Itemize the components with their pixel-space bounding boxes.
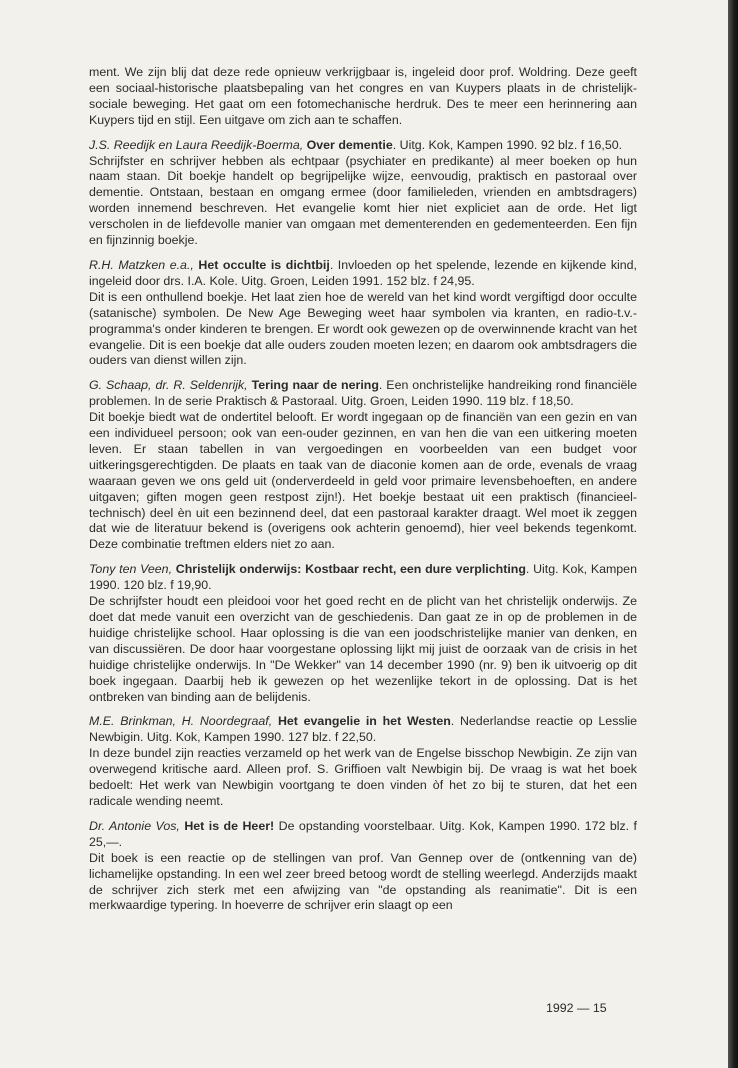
review-body: Dit boek is een reactie op de stellingen van prof. Van Gennep over de (ontkenning van de) lichamelijke opstanding. In een wel zeer breed betoog wordt de stelling weerlegd. Anderzijds maakt de schrijver zich sterk met een afwijzing van "de opstanding als reanimatie". Dit is een merkwaardige typering. In hoeverre de schrijver erin slaagt op een <box>89 850 637 913</box>
review-details: . Uitg. Kok, Kampen 1990. 92 blz. f 16,50. <box>392 137 623 152</box>
review-authors: R.H. Matzken e.a., <box>89 257 194 272</box>
article-text <box>89 65 637 914</box>
review-details: . Invloeden op het spelende, lezende en kijkende kind, ingeleid door drs. I.A. Kole. Uitg. Groen, Leiden 1991. 152 blz. f 24,95. <box>89 257 637 288</box>
review-citation <box>89 819 637 851</box>
review-authors: Dr. Antonie Vos, <box>89 818 180 833</box>
book-review <box>89 819 637 914</box>
review-details: De opstanding voorstelbaar. Uitg. Kok, Kampen 1990. 172 blz. f 25,—. <box>89 818 637 849</box>
review-title: Tering naar de nering <box>251 378 379 393</box>
review-authors: M.E. Brinkman, H. Noordegraaf, <box>89 714 273 729</box>
review-title: Het occulte is dichtbij <box>198 257 330 272</box>
book-review <box>89 562 637 705</box>
page-number: 1992 — 15 <box>546 1001 607 1015</box>
review-citation <box>89 258 637 290</box>
review-body: De schrijfster houdt een pleidooi voor het goed recht en de plicht van het christelijk onderwijs. Ze doet dat mede vanuit een overzicht van de geschiedenis. Dan gaat ze in op de problemen in de huidige christelijke school. Haar oplossing is die van een joodschristelijke manier van denken, en van discussiëren. De door haar voorgestane oplossing lijkt mij juist de oorzaak van de crisis in het huidige christelijke onderwijs. In "De Wekker" van 14 december 1990 (nr. 9) ben ik uitvoerig op dit boek ingegaan. Daarbij heb ik gewezen op het wezenlijke tekort in de oplossing. Dat is het ontbreken van binding aan de belijdenis. <box>89 594 637 704</box>
book-review <box>89 714 637 809</box>
review-authors: G. Schaap, dr. R. Seldenrijk, <box>89 378 248 393</box>
review-authors: Tony ten Veen, <box>89 562 173 577</box>
review-details: . Nederlandse reactie op Lesslie Newbigin. Uitg. Kok, Kampen 1990. 127 blz. f 22,50. <box>89 714 637 745</box>
book-review <box>89 258 637 369</box>
intro-paragraph: ment. We zijn blij dat deze rede opnieuw verkrijgbaar is, ingeleid door prof. Woldring. Deze geeft een sociaal-historische plaatsbepaling van het congres en van Kuypers plaats in de christelijk-sociale beweging. Het gaat om een fotomechanische herdruk. Des te meer een herinnering aan Kuypers tijd en stijl. Een uitgave om zich aan te schaffen. <box>89 65 637 127</box>
review-title: Het is de Heer! <box>184 818 275 833</box>
review-details: . Uitg. Kok, Kampen 1990. 120 blz. f 19,90. <box>89 562 637 593</box>
book-review <box>89 138 637 249</box>
review-details: . Een onchristelijke handreiking rond financiële problemen. In de serie Praktisch & Pastoraal. Uitg. Groen, Leiden 1990. 119 blz. f 18,50. <box>89 378 638 409</box>
review-title: Christelijk onderwijs: Kostbaar recht, een dure verplichting <box>175 562 526 577</box>
review-citation <box>89 562 637 594</box>
review-body: Schrijfster en schrijver hebben als echtpaar (psychiater en predikante) al meer boeken op hun naam staan. Dit boekje handelt op begrijpelijke wijze, eenvoudig, praktisch en pastoraal over dementie. Ontstaan, bestaan en omgang ermee (door familieleden, vrienden en ambtsdragers) worden innemend beschreven. Het evangelie komt hier niet expliciet aan de orde. Het ligt verscholen in de liefdevolle manier van omgaan met dementerenden en gedementeerden. Een fijn en fijnzinnig boekje. <box>89 153 637 248</box>
review-title: Het evangelie in het Westen <box>277 714 451 729</box>
book-review <box>89 378 637 553</box>
review-body: Dit is een onthullend boekje. Het laat zien hoe de wereld van het kind wordt vergiftigd door occulte (satanische) symbolen. De New Age Beweging weet haar symbolen via kranten, en radio-t.v.-programma's onder kinderen te brengen. Er wordt ook gewezen op de overwinnende kracht van het evangelie. Dit is een boekje dat alle ouders zouden moeten lezen; en daarom ook ambtsdragers die ouders van dienst willen zijn. <box>89 289 637 368</box>
review-citation <box>89 378 637 410</box>
review-body: In deze bundel zijn reacties verzameld op het werk van de Engelse bisschop Newbigin. Ze zijn van overwegend kritische aard. Alleen prof. S. Griffioen valt Newbigin bij. De vraag is wat het boek bedoelt: Het werk van Newbigin voortgang te doen vinden òf het zo bij te sturen, dat het een radicale wending neemt. <box>89 746 637 808</box>
review-authors: J.S. Reedijk en Laura Reedijk-Boerma, <box>89 137 304 152</box>
page-edge <box>728 0 738 1068</box>
review-citation <box>89 138 637 154</box>
review-body: Dit boekje biedt wat de ondertitel belooft. Er wordt ingegaan op de financiën van een gezin en van een individueel persoon; ook van een-ouder gezinnen, en van hen die van een uitkering moeten leven. Er staan tabellen in van vergoedingen en voorbeelden van een budget voor uitkeringsgerechtigden. De plaats en taak van de diaconie komen aan de orde, evenals de vraag waaraan geven we ons geld uit (onderverdeeld in geld voor primaire levensbehoeften, en andere uitgaven; giften mogen geen restpost zijn!). Het boekje bestaat uit een praktisch (financieel-technisch) deel èn uit een bezinnend deel, dat een pastoraal karakter draagt. Wel moet ik zeggen dat wie de literatuur bekend is (overigens ook achterin genoemd), hier veel bekends tegenkomt. Deze combinatie treftmen elders niet zo aan. <box>89 410 637 552</box>
review-title: Over dementie <box>306 137 393 152</box>
review-citation <box>89 714 637 746</box>
